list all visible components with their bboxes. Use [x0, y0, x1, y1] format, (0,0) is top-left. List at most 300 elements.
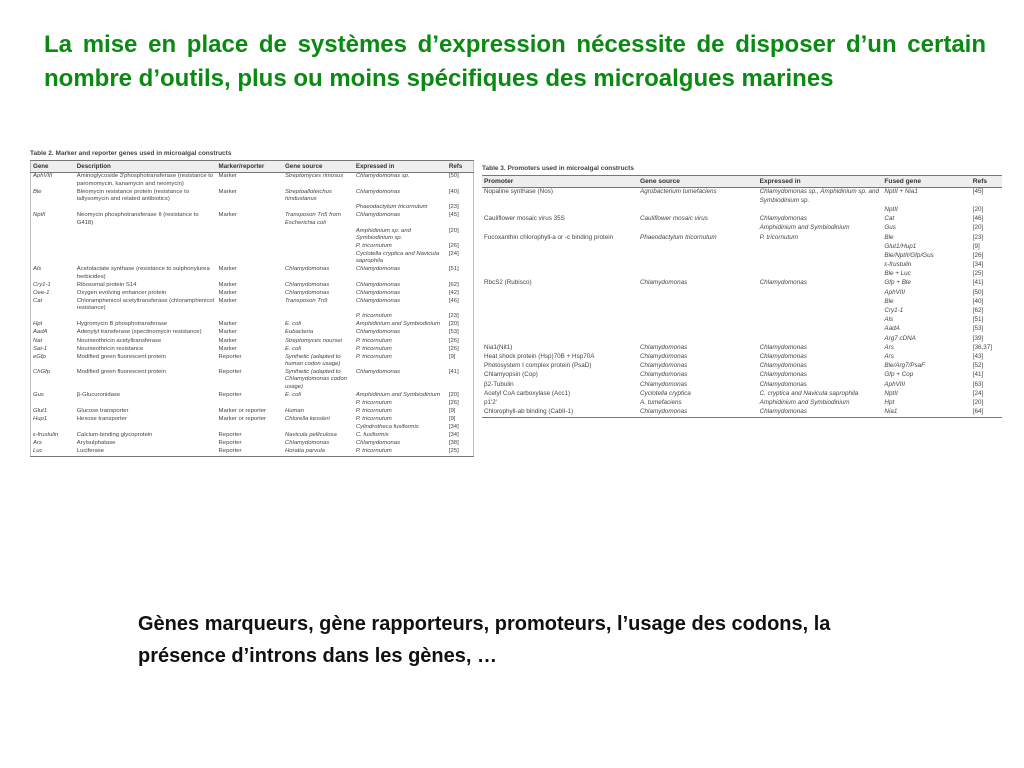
table-cell: Reporter	[218, 440, 242, 447]
table-cell: [40]	[972, 297, 984, 305]
table-cell: Ars	[884, 343, 894, 351]
table-row	[31, 227, 474, 242]
table-cell: Hygromycin B phosphotransferase	[76, 321, 168, 328]
column-header: Gene source	[638, 176, 758, 188]
table-cell: Amphidinium and Symbiodinium	[355, 321, 441, 328]
table-cell: Reporter	[218, 432, 242, 439]
table-cell	[758, 297, 883, 306]
table-cell	[283, 243, 354, 251]
table-cell	[758, 316, 883, 325]
table-cell: Chlamydomonas	[759, 279, 807, 287]
table-cell: Navicula pelliculosa	[284, 432, 337, 439]
table-cell: ε-frustulin	[884, 261, 912, 269]
table-cell: Heat shock protein (Hsp)70B + Hsp70A	[484, 352, 595, 360]
table-row	[482, 224, 1002, 233]
table-cell	[758, 325, 883, 334]
table-cell: Chlamydomonas	[759, 362, 807, 370]
table-cell	[283, 424, 354, 432]
table-cell: ε-frustulin	[33, 432, 59, 439]
table-cell: Chlorella kessleri	[284, 416, 330, 422]
table-cell: Chlamydomonas	[355, 440, 401, 447]
table-cell: Marker	[218, 212, 237, 219]
table-cell: AphVIII	[884, 288, 906, 296]
table-cell: Marker	[218, 329, 237, 336]
table-cell: Chlamydomonas	[640, 371, 688, 379]
table-cell	[638, 307, 758, 316]
table-row	[31, 337, 474, 345]
table-row	[31, 440, 474, 448]
table-cell: Cyclotella cryptica and Navicula saprophila	[355, 251, 440, 265]
table-cell: [46]	[448, 297, 459, 304]
table-cell: Chlamydomonas	[355, 369, 401, 376]
table-cell: [9]	[448, 407, 456, 414]
table-cell	[638, 270, 758, 279]
table-cell	[638, 206, 758, 215]
table-cell: β2-Tubulin	[484, 380, 514, 388]
slide-title: La mise en place de systèmes d’expression nécessite de disposer d’un certain nombre d’outils, plus ou moins spécifiques des microalgues marines	[44, 31, 986, 92]
table-cell: Chlamydomonas	[355, 212, 401, 219]
table-cell: Acetolactate synthase (resistance to sulphonylurea herbicides)	[76, 266, 210, 280]
table-row	[482, 307, 1002, 316]
table-cell: ChGfp	[33, 369, 51, 376]
table-cell: [34]	[448, 432, 459, 439]
table-cell: Chlamydomonas	[355, 297, 401, 304]
table-cell	[482, 261, 638, 270]
table-cell: [24]	[448, 251, 459, 258]
table-cell: Calcium-binding glycoprotein	[76, 432, 153, 439]
table-row	[31, 289, 474, 297]
table-cell: Cat	[884, 215, 895, 223]
table-cell: Marker	[218, 266, 237, 273]
table-cell: P. tricornutum	[759, 233, 798, 241]
table-cell: Nourseothricin resistance	[76, 345, 144, 352]
table-row	[482, 408, 1002, 418]
table-cell: Luc	[31, 448, 75, 457]
table-cell: Aminoglycoside 3'phosphotransferase (resistance to paromomycin, kanamycin and neomycin)	[76, 173, 214, 187]
table-row	[482, 242, 1002, 251]
table-cell: Streptomyces noursei	[284, 337, 342, 344]
table-cell: [63]	[972, 380, 984, 388]
table-cell: Chlamydomonas	[759, 215, 807, 223]
table-cell: AphVIII	[33, 173, 53, 180]
table-cell: Chlamydomonas	[284, 289, 330, 296]
table-cell: AphVIII	[884, 380, 906, 388]
table-cell	[482, 270, 638, 279]
table-cell	[217, 204, 283, 212]
table-cell: Streptomyces rimosus	[284, 173, 344, 180]
table-cell: p1'2'	[484, 398, 497, 406]
table-cell: Ble + Luc	[884, 270, 911, 278]
table-row	[31, 212, 474, 227]
table-cell: [42]	[448, 289, 459, 296]
table-cell	[638, 325, 758, 334]
table-cell: P. tricornutum	[355, 399, 392, 406]
table-row	[31, 313, 474, 321]
table-row	[482, 261, 1002, 270]
table-cell: Hup1	[33, 416, 48, 422]
table-row	[31, 408, 474, 416]
table-cell: Ars	[884, 352, 894, 360]
table-cell: Chlamydomonas	[640, 279, 688, 287]
table-cell: Chlamydomonas	[355, 281, 401, 288]
table-row	[482, 252, 1002, 261]
table-cell: Amphidinium sp. and Symbiodinium sp.	[355, 227, 411, 241]
table-cell: Marker	[218, 345, 237, 352]
table-cell: Marker or reporter	[218, 407, 267, 414]
table-cell: [39]	[972, 334, 984, 342]
table-cell	[283, 204, 354, 212]
table-row	[31, 416, 474, 424]
table-cell: [41]	[972, 371, 984, 379]
table-cell: [51]	[448, 266, 459, 273]
table-cell	[482, 288, 638, 297]
table-cell: [23]	[972, 233, 984, 241]
table-cell: Hpt	[884, 398, 895, 406]
table-cell: Chlamydomonas	[759, 380, 807, 388]
table-cell	[75, 243, 217, 251]
table-cell	[217, 313, 283, 321]
table-cell: Marker	[218, 173, 237, 180]
table-cell: [45]	[972, 188, 984, 196]
table-row	[482, 188, 1002, 206]
table-cell: Cyclotella cryptica	[640, 389, 691, 397]
table-cell: Chlamydomonas	[284, 440, 330, 447]
table-cell: Ribosomal protein S14	[76, 281, 137, 288]
table-cell	[758, 242, 883, 251]
table-row	[482, 206, 1002, 215]
table-cell: Agrobacterium tumefaciens	[640, 188, 717, 196]
table-cell: [62]	[972, 307, 984, 315]
table-cell	[638, 261, 758, 270]
table-cell	[482, 252, 638, 261]
table-3-panel	[482, 165, 1002, 418]
table-cell	[283, 251, 354, 266]
table-2-header-row	[31, 161, 474, 173]
table-cell: Chlamydomonas	[284, 266, 330, 273]
table-cell: Chlamydomonas sp., Amphidinium sp. and Symbiodinium sp.	[759, 188, 880, 204]
table-cell: Cat	[33, 297, 43, 304]
table-cell: Reporter	[218, 369, 242, 376]
table-cell: [40]	[448, 188, 459, 195]
table-cell: Acetyl CoA carboxylase (Acc1)	[484, 389, 571, 397]
table-cell: [26]	[448, 399, 459, 406]
table-row	[31, 281, 474, 289]
table-cell: Chlamydomonas	[355, 329, 401, 336]
table-cell: [53]	[448, 329, 459, 336]
table-row	[482, 343, 1002, 352]
table-row	[482, 233, 1002, 242]
table-cell	[75, 399, 217, 407]
table-cell: Luciferase	[75, 448, 217, 457]
table-cell: Modified green fluorescent protein	[76, 369, 166, 376]
table-row	[31, 424, 474, 432]
table-cell	[283, 313, 354, 321]
table-cell: Chlamydomonas	[759, 352, 807, 360]
table-cell: Chlamydomonas	[759, 343, 807, 351]
table-cell: P. tricornutum	[355, 407, 392, 414]
table-cell: Arg7 cDNA	[884, 334, 916, 342]
table-cell: Bleomycin resistance protein (resistance to tallysomycin and related antibiotics)	[76, 188, 190, 203]
table-cell: Oxygen evolving enhancer protein	[76, 289, 167, 296]
table-row	[482, 380, 1002, 389]
table-cell: Arylsulphatase	[76, 440, 116, 447]
table-cell: Glut1	[33, 407, 48, 414]
table-cell	[638, 242, 758, 251]
table-cell: [43]	[972, 352, 984, 360]
table-cell: Cauliflower mosaic virus 35S	[484, 215, 565, 223]
table-cell	[638, 288, 758, 297]
table-cell: [9]	[972, 242, 980, 250]
table-cell	[283, 227, 354, 242]
table-cell: Als	[884, 316, 894, 324]
table-cell: C. cryptica and Navicula saprophila	[759, 389, 859, 397]
table-cell	[758, 261, 883, 270]
table-cell: P. tricornutum	[355, 345, 392, 352]
table-cell: Glut1/Hup1	[884, 242, 917, 250]
table-cell	[31, 243, 75, 251]
table-cell: Ble/NptII/Gfp/Gus	[884, 251, 934, 259]
table-cell: Nourseothricin acetyltransferase	[76, 337, 162, 344]
table-cell	[75, 204, 217, 212]
table-cell: Transposon Tn5 from Escherichia coli	[284, 212, 341, 226]
table-row	[31, 432, 474, 440]
table-cell: [36,37]	[972, 343, 993, 351]
table-row	[31, 173, 474, 189]
table-cell: Marker	[218, 188, 237, 195]
table-cell: Chlorophyll-ab binding (CabII-1)	[482, 408, 638, 418]
table-cell: Ble	[884, 233, 894, 241]
table-cell	[482, 307, 638, 316]
table-cell	[75, 424, 217, 432]
table-cell: Gus	[884, 224, 896, 232]
table-row	[31, 266, 474, 281]
table-cell: P. tricornutum	[355, 337, 392, 344]
table-cell: Cry1-1	[884, 307, 904, 315]
slide-caption: Gènes marqueurs, gène rapporteurs, promoteurs, l’usage des codons, la présence d’introns dans les gènes, …	[138, 613, 831, 667]
table-cell: [23]	[448, 204, 459, 211]
table-cell	[482, 316, 638, 325]
column-header: Description	[75, 161, 217, 173]
table-cell: Synthetic (adapted to human codon usage)	[284, 353, 341, 368]
table-cell	[758, 334, 883, 343]
column-header: Refs	[447, 161, 474, 173]
table-cell: P. tricornutum	[355, 416, 392, 422]
table-cell	[31, 251, 75, 266]
table-cell: [38]	[448, 440, 459, 447]
table-cell: Nia1	[882, 408, 970, 418]
table-cell: [25]	[972, 270, 984, 278]
table-row	[482, 288, 1002, 297]
table-cell: [20]	[972, 398, 984, 406]
table-cell: Human	[284, 407, 304, 414]
table-cell: Cry1-1	[33, 281, 51, 288]
table-cell: P. tricornutum	[354, 448, 447, 457]
table-cell: Nia1(Nit1)	[484, 343, 513, 351]
table-cell: P. tricornutum	[355, 242, 392, 249]
table-row	[31, 204, 474, 212]
table-cell: Reporter	[218, 391, 242, 398]
table-cell: Chlamydomonas	[640, 380, 688, 388]
table-cell	[217, 424, 283, 432]
column-header: Expressed in	[354, 161, 447, 173]
table-row	[31, 448, 474, 457]
table-cell: β-Glucuronidase	[76, 391, 121, 398]
table-row	[31, 321, 474, 329]
table-cell: Marker	[218, 321, 237, 328]
table-cell: [26]	[448, 337, 459, 344]
table-cell: Marker or reporter	[218, 416, 267, 422]
table-cell	[638, 334, 758, 343]
table-cell	[31, 227, 75, 242]
table-row	[482, 270, 1002, 279]
table-cell: [34]	[448, 424, 459, 431]
table-row	[31, 243, 474, 251]
table-3-header-row	[482, 176, 1002, 188]
table-cell	[482, 325, 638, 334]
table-cell: [53]	[972, 325, 984, 333]
table-cell: Amphidinium and Symbiodinium	[759, 398, 850, 406]
column-header: Gene	[31, 161, 75, 173]
table-cell: AadA	[884, 325, 900, 333]
table-2-body	[31, 173, 474, 457]
table-cell: Chlamydomonas	[758, 408, 883, 418]
table-cell	[283, 399, 354, 407]
table-cell	[75, 313, 217, 321]
table-row	[31, 369, 474, 392]
table-cell	[638, 224, 758, 233]
table-cell	[75, 251, 217, 266]
table-cell: [64]	[971, 408, 1002, 418]
table-cell: Ble	[884, 297, 894, 305]
table-cell: Sat-1	[33, 345, 48, 352]
table-cell: [20]	[448, 227, 459, 234]
table-cell: Chlamydomonas	[638, 408, 758, 418]
table-3	[482, 175, 1002, 418]
column-header: Fused gene	[882, 176, 970, 188]
table-row	[482, 215, 1002, 224]
table-cell: Gfp + Cop	[884, 371, 914, 379]
table-cell: A. tumefaciens	[640, 398, 682, 406]
table-cell: Gfp + Ble	[884, 279, 911, 287]
table-cell: [62]	[448, 281, 459, 288]
table-cell: [46]	[972, 215, 984, 223]
table-cell: [41]	[972, 279, 984, 287]
table-2-caption: Table 2. Marker and reporter genes used in microalgal constructs	[30, 150, 232, 157]
table-cell: [41]	[448, 369, 459, 376]
table-cell: eGfp	[33, 353, 46, 360]
table-cell: Als	[33, 266, 42, 273]
table-cell: Eubacteria	[284, 329, 314, 336]
table-cell: C. fusiformis	[355, 432, 389, 439]
table-cell: Ble	[33, 188, 42, 195]
table-cell: E. coli	[284, 391, 302, 398]
table-cell: Chlamydomonas	[759, 371, 807, 379]
table-row	[31, 353, 474, 368]
table-cell: Ble/Arg7/PsaF	[884, 362, 925, 370]
table-cell	[638, 297, 758, 306]
table-cell: [52]	[972, 362, 984, 370]
table-cell: Adenylyl transferase (spectinomycin resistance)	[76, 329, 202, 336]
table-cell: Chlamydomonas	[355, 188, 401, 195]
table-row	[482, 325, 1002, 334]
table-cell: [9]	[448, 353, 456, 360]
table-cell: Streptoalloteichus hindustanus	[284, 188, 332, 203]
table-cell: Marker	[218, 337, 237, 344]
table-row	[482, 297, 1002, 306]
table-cell: [26]	[448, 345, 459, 352]
table-cell: [45]	[448, 212, 459, 219]
table-cell: [20]	[448, 391, 459, 398]
column-header: Expressed in	[758, 176, 883, 188]
table-cell: Transposon Tn9	[284, 297, 328, 304]
column-header: Marker/reporter	[217, 161, 283, 173]
table-row	[482, 362, 1002, 371]
table-cell: Chlamydomonas	[284, 281, 330, 288]
table-row	[482, 399, 1002, 408]
table-cell: Marker	[218, 297, 237, 304]
table-cell: Cylindrotheca fusiformis	[355, 424, 419, 431]
table-row	[31, 345, 474, 353]
table-cell	[217, 251, 283, 266]
table-cell: Reporter	[218, 353, 242, 360]
table-cell: Cauliflower mosaic virus	[640, 215, 708, 223]
table-row	[482, 389, 1002, 398]
table-row	[31, 399, 474, 407]
table-cell: Amphidinium and Symbiodinium	[355, 391, 441, 398]
table-cell: Ars	[33, 440, 42, 447]
table-cell: Glucose transporter	[76, 407, 129, 414]
table-cell	[75, 227, 217, 242]
table-cell: [26]	[448, 242, 459, 249]
table-cell: Marker	[218, 289, 237, 296]
table-cell: [26]	[972, 251, 984, 259]
table-cell	[638, 316, 758, 325]
table-cell	[758, 206, 883, 215]
table-cell	[482, 334, 638, 343]
column-header: Promoter	[482, 176, 638, 188]
table-cell	[482, 242, 638, 251]
table-cell: Chlamydomonas	[355, 266, 401, 273]
table-cell: Phaeodactylum tricornutum	[640, 233, 717, 241]
table-cell: E. coli	[284, 345, 302, 352]
table-row	[31, 298, 474, 313]
table-cell: Hpt	[33, 321, 43, 328]
table-cell	[758, 288, 883, 297]
table-row	[482, 334, 1002, 343]
table-cell: Chlamydomonas	[355, 289, 401, 296]
table-cell	[638, 252, 758, 261]
table-cell: NptII	[884, 389, 898, 397]
table-cell	[217, 399, 283, 407]
table-cell: [25]	[447, 448, 474, 457]
table-cell: Modified green fluorescent protein	[76, 353, 166, 360]
table-cell	[758, 270, 883, 279]
table-cell	[217, 227, 283, 242]
table-cell: [51]	[972, 316, 984, 324]
table-cell: [20]	[448, 321, 459, 328]
table-cell: NptII	[33, 212, 46, 219]
table-cell: P. tricornutum	[355, 313, 392, 320]
table-cell: [50]	[972, 288, 984, 296]
table-cell: [34]	[972, 261, 984, 269]
table-cell: Nat	[33, 337, 43, 344]
table-cell: Chlamyopsin (Cop)	[484, 371, 538, 379]
table-cell	[482, 224, 638, 233]
table-cell: [20]	[972, 205, 984, 213]
table-cell: Oee-1	[33, 289, 50, 296]
table-cell	[31, 399, 75, 407]
table-2-panel	[30, 150, 474, 457]
